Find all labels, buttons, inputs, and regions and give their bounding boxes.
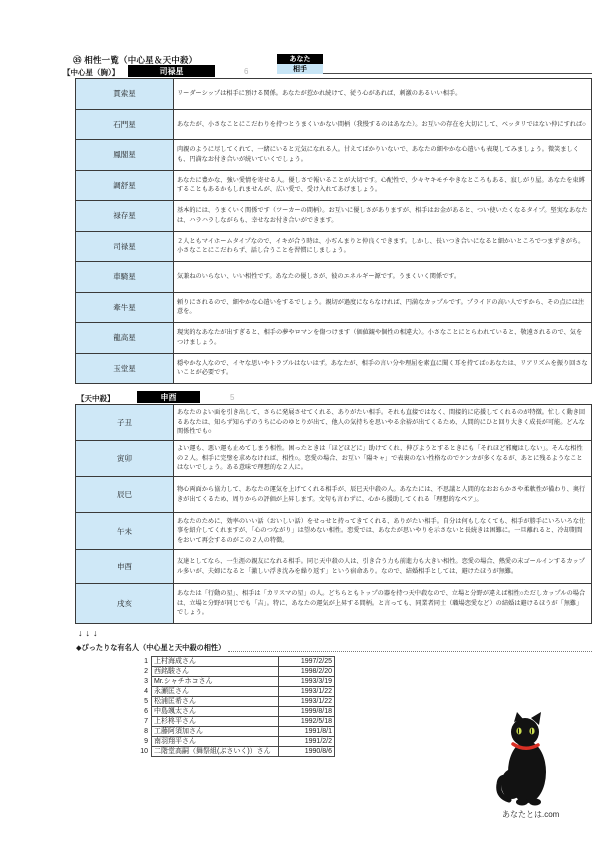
tenchusatsu-description: よい運も、悪い運も止めてしまう相性。困ったときは「ほどほどに」助けてくれ、伸びようとするときにも「それほど邪魔はしない」。そんな相性の２人。相手に完璧を求めなければ、相性○。恋愛の場合、お互い「陽キャ」で表裏のない性格なのでケンカが多くなるが、あとに残るようなことはないでしょう。ある意味で理想的な２人に。 xyxy=(174,441,592,477)
center-star-row xyxy=(76,353,592,384)
star-name: 玉堂星 xyxy=(76,353,174,384)
star-name: 車騎星 xyxy=(76,262,174,293)
dotted-leader xyxy=(228,651,592,652)
star-description: 肉親のように尽してくれて、一緒にいると元気になれる人。甘えてばかりいないで、あなたの細やかな心遣いも表現してみましょう。微笑ましくも、円満なお付き合いが続いていくでしょう。 xyxy=(174,140,592,171)
tenchusatsu-sign: 寅卯 xyxy=(76,441,174,477)
star-description: 基本的には、うまくいく関係です（ツーカーの間柄）。お互いに優しさがありますが、相手はお金があると、つい使いたくなるタイプ。堅実なあなたは、ハラハラしながらも、幸せなお付き合いができます。 xyxy=(174,201,592,232)
celebrity-name: 永瀬匡さん xyxy=(152,687,279,697)
celebrity-number: 10 xyxy=(140,748,148,755)
center-star-row xyxy=(76,292,592,323)
star-name: 調舒星 xyxy=(76,170,174,201)
celebrity-name: 中島颯太さん xyxy=(152,707,279,717)
tenchusatsu-row xyxy=(76,513,592,550)
celebrity-number: 5 xyxy=(144,698,148,705)
celebrity-name: 南羽翔平さん xyxy=(152,737,279,747)
tenchusatsu-row xyxy=(76,584,592,624)
tenchusatsu-description: あなたのよい面を引き出して、さらに発展させてくれる、ありがたい相手。それも直接ではなく、間接的に応援してくれるのが特徴。忙しく動き回るあなたは、知らず知らずのうちに心のゆとりが出て、他人の気持ちを思いやる余裕が出てくるため、人間的にひと回り大きく成長が可能。どんな関係性でも○ xyxy=(174,405,592,441)
celebrity-name: 上杉柊平さん xyxy=(152,717,279,727)
tenchusatsu-table xyxy=(75,404,592,624)
celebrity-birthdate: 1990/8/6 xyxy=(279,747,335,757)
celebrity-name: 西銘駿さん xyxy=(152,667,279,677)
tenchusatsu-description: 友達としてなら、一生涯の親友になれる相手。同じ天中殺の人は、引き合う力も前進力も大きい相性。恋愛の場合、熱愛の末ゴールインするカップル多いが、夫婦になると「激しい浮き沈みを繰り返す」という宿命あり。なので、結婚相手としては、避けたほうが無難。 xyxy=(174,550,592,584)
tenchusatsu-description: あなたは「行動の星」、相手は「カリスマの星」の人。どちらともトップの器を持つ天中殺なので、立場と分野が違えば相性○ただしカップルの場合は、立場と分野が同じでも「吉」。特に、あなたの運気が上昇する間柄。と言っても、同業者同士（職場恋愛など）の結婚は避けるほうが「無難」でしょう。 xyxy=(174,584,592,624)
site-footer: あなたとは.com xyxy=(502,810,560,819)
celebrity-name: Mr.シャチホコさん xyxy=(152,677,279,687)
celebrity-birthdate: 1993/1/22 xyxy=(279,697,335,707)
center-star-row xyxy=(76,231,592,262)
celebrity-row xyxy=(130,677,335,687)
tenchusatsu-sign: 午未 xyxy=(76,513,174,550)
center-star-row xyxy=(76,140,592,171)
star-name: 司禄星 xyxy=(76,231,174,262)
celebrity-row xyxy=(130,687,335,697)
center-star-row xyxy=(76,109,592,140)
celebrity-row xyxy=(130,737,335,747)
tenchusatsu-row xyxy=(76,441,592,477)
celebrity-number: 7 xyxy=(144,718,148,725)
celebrity-row xyxy=(130,727,335,737)
celebrities-heading-row xyxy=(76,643,592,653)
celebrity-name: 上村海成さん xyxy=(152,657,279,667)
tenchusatsu-sign: 申酉 xyxy=(76,550,174,584)
celebrity-birthdate: 1998/2/20 xyxy=(279,667,335,677)
celebrity-birthdate: 1992/5/18 xyxy=(279,717,335,727)
partner-row-rule xyxy=(323,73,592,74)
down-arrows: ↓↓↓ xyxy=(78,628,101,638)
center-star-count: 6 xyxy=(244,67,249,76)
tenchusatsu-sign: 戌亥 xyxy=(76,584,174,624)
star-name: 龍高星 xyxy=(76,323,174,354)
you-header-tab: あなた xyxy=(277,54,323,64)
star-name: 貫索星 xyxy=(76,79,174,110)
star-description: リーダーシップは相手に預ける関係。あなたが惹かれ続けて、従う心があれば、刺激のあるいい相手。 xyxy=(174,79,592,110)
celebrity-birthdate: 1991/2/2 xyxy=(279,737,335,747)
tenchusatsu-description: あなたのために、効率のいい話（おいしい話）をせっせと持ってきてくれる、ありがたい相手。自分は何もしなくても、相手が勝手にいろいろな仕事を紹介してくれますが、「心のつながり」は望めない相性。恋愛では、あなたが思いやりを示さないと長続きは困難に。一旦離れると、冷却期間をおいて再会するのがこの２人の特徴。 xyxy=(174,513,592,550)
star-description: あなたに豊かな、強い愛情を寄せる人。優しさで報いることが大切です。心配性で、少々ヤキモチやきなところもある、寂しがり屋。あなたを束縛することもあるかもしれませんが、広い愛で、受け入れてあげましょう。 xyxy=(174,170,592,201)
celebrity-row xyxy=(130,667,335,677)
cat-left-pupil xyxy=(518,728,519,733)
star-name: 石門星 xyxy=(76,109,174,140)
tenchusatsu-sign: 子丑 xyxy=(76,405,174,441)
page-title: ㉟ 相性一覧（中心星＆天中殺） xyxy=(73,55,198,65)
tenchusatsu-row xyxy=(76,550,592,584)
celebrities-table xyxy=(130,656,335,757)
celebrity-row xyxy=(130,657,335,667)
celebrity-row xyxy=(130,707,335,717)
celebrity-name: 二階堂高嗣（舞祭組(ぶさいく)）さん xyxy=(152,747,279,757)
celebrity-birthdate: 1997/2/25 xyxy=(279,657,335,667)
celebrity-number: 1 xyxy=(144,658,148,665)
celebrity-row xyxy=(130,717,335,727)
celebrity-number: 3 xyxy=(144,678,148,685)
center-star-row xyxy=(76,262,592,293)
star-description: ２人ともマイホームタイプなので、イキが合う時は、小ぢんまりと仲良くできます。しかし、長いつき合いになると細かいところでつまずきがち。小さなことにこだわらず、話し合うことを習慣にしましょう。 xyxy=(174,231,592,262)
celebrity-name: 松浦匡希さん xyxy=(152,697,279,707)
celebrities-heading: ◆ぴったりな有名人（中心星と天中殺の相性） xyxy=(76,643,226,652)
star-description: 頼りにされるので、細やかな心遣いをするでしょう。親切が過度にならなければ、円満なカップルです。プライドの高い人ですから、その点には注意を。 xyxy=(174,292,592,323)
celebrity-birthdate: 1999/8/18 xyxy=(279,707,335,717)
cat-right-pupil xyxy=(531,728,532,733)
celebrity-number: 8 xyxy=(144,728,148,735)
partner-header-tab: 相手 xyxy=(277,64,323,74)
selected-tenchusatsu-tab: 申酉 xyxy=(137,391,200,403)
star-description: 気兼ねのいらない、いい相性です。あなたの優しさが、彼のエネルギー源です。うまくいく関係です。 xyxy=(174,262,592,293)
tenchusatsu-sign: 辰巳 xyxy=(76,477,174,513)
center-star-section-label: 【中心星（胸）】 xyxy=(63,68,120,77)
tenchusatsu-row xyxy=(76,405,592,441)
star-description: 穏やかな人なので、イヤな思いやトラブルはないはず。あなたが、相手の言い分や理屈を素直に聞く耳を持てば○あなたは、リアリズムを振り回さないことが必要です。 xyxy=(174,353,592,384)
tenchusatsu-section-label: 【天中殺】 xyxy=(77,394,115,403)
cat-head xyxy=(511,718,539,746)
center-star-row xyxy=(76,323,592,354)
cat-back-paw xyxy=(529,799,541,806)
celebrity-name: 工藤阿須加さん xyxy=(152,727,279,737)
star-name: 禄存星 xyxy=(76,201,174,232)
celebrity-number: 9 xyxy=(144,738,148,745)
celebrity-birthdate: 1993/3/19 xyxy=(279,677,335,687)
celebrity-number: 4 xyxy=(144,688,148,695)
celebrity-birthdate: 1993/1/22 xyxy=(279,687,335,697)
celebrity-number: 2 xyxy=(144,668,148,675)
star-description: 現実的なあなたが出すぎると、相手の夢やロマンを傷つけます（価値観や個性の相違大）。小さなことにとらわれていると、敬遠されるので、気をつけましょう。 xyxy=(174,323,592,354)
center-star-row xyxy=(76,79,592,110)
cat-front-paw xyxy=(516,799,528,806)
tenchusatsu-description: 物心両面から協力して、あなたの運気を上げてくれる相手が、辰巳天中殺の人。あなたには、不思議と人間的なおおらかさや柔軟性が備わり、奥行きが出てくるため、周りからの評価が上昇します。文句も言わずに、心から援助してくれる「理想的なペア」。 xyxy=(174,477,592,513)
celebrity-row xyxy=(130,697,335,707)
center-star-row xyxy=(76,201,592,232)
tenchusatsu-row xyxy=(76,477,592,513)
center-star-table xyxy=(75,78,592,384)
celebrity-row xyxy=(130,747,335,757)
selected-center-star-tab: 司禄星 xyxy=(128,65,215,77)
cat-body xyxy=(508,741,546,803)
center-star-row xyxy=(76,170,592,201)
star-name: 鳳閣星 xyxy=(76,140,174,171)
celebrity-birthdate: 1991/8/1 xyxy=(279,727,335,737)
celebrity-number: 6 xyxy=(144,708,148,715)
star-description: あなたが、小さなことにこだわりを持つとうまくいかない間柄（我慢するのはあなた）。お互いの存在を大切にして、ベッタリではない仲にすれば○ xyxy=(174,109,592,140)
star-name: 牽牛星 xyxy=(76,292,174,323)
black-cat-mascot-image xyxy=(495,712,553,807)
tenchusatsu-count: 5 xyxy=(230,393,235,402)
